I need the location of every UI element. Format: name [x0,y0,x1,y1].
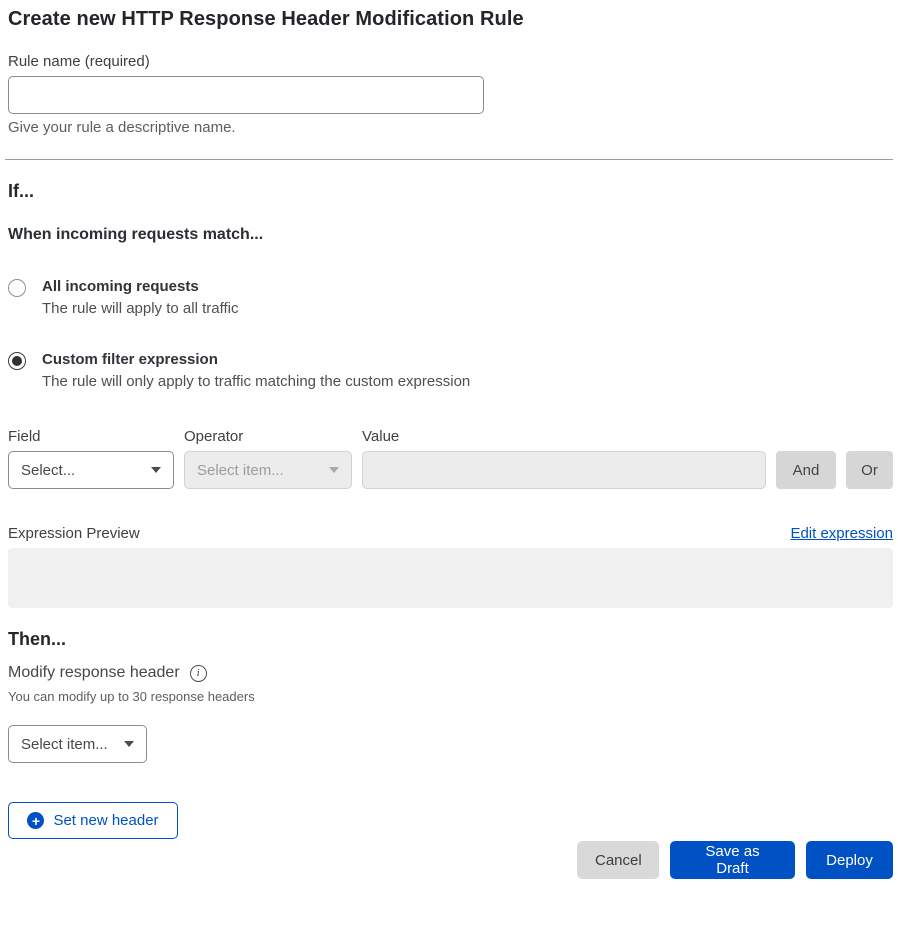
chevron-down-icon [124,741,134,747]
rule-name-help: Give your rule a descriptive name. [8,119,236,136]
value-input[interactable] [362,451,766,489]
edit-expression-link[interactable]: Edit expression [790,525,893,542]
expression-builder [8,428,893,489]
radio-option-custom-filter-expression[interactable] [8,351,893,390]
or-button[interactable]: Or [846,451,893,489]
then-heading: Then... [8,629,66,649]
page-title: Create new HTTP Response Header Modification Rule [8,8,524,30]
rule-name-label: Rule name (required) [8,53,150,70]
info-icon[interactable]: i [190,665,207,682]
chevron-down-icon [151,467,161,473]
field-select[interactable] [8,451,174,489]
set-new-header-button[interactable] [8,802,178,839]
expression-preview-label: Expression Preview [8,525,140,542]
operator-label: Operator [184,428,244,445]
if-heading: If... [8,181,34,201]
radio-button-all-incoming[interactable] [8,279,26,297]
set-new-header-label: Set new header [53,812,159,829]
field-select-value: Select... [21,461,76,479]
response-header-action-select[interactable] [8,725,147,763]
and-button[interactable]: And [776,451,836,489]
expression-preview-box [8,548,893,608]
chevron-down-icon [329,467,339,473]
radio-label-custom-filter: Custom filter expression [42,351,218,368]
rule-name-input[interactable] [8,76,484,114]
value-label: Value [362,428,400,445]
plus-icon: + [27,812,44,829]
response-header-action-value: Select item... [21,735,108,753]
operator-select-value: Select item... [197,461,284,479]
modify-header-help: You can modify up to 30 response headers [8,689,255,704]
field-label: Field [8,428,41,445]
section-divider [5,159,893,160]
match-subheading: When incoming requests match... [8,226,264,243]
save-as-draft-button[interactable]: Save as Draft [670,841,795,879]
radio-option-all-incoming-requests[interactable] [8,278,893,317]
radio-label-all-incoming: All incoming requests [42,278,199,295]
radio-desc-custom-filter: The rule will only apply to traffic matching the custom expression [42,373,471,390]
radio-desc-all-incoming: The rule will apply to all traffic [42,300,239,317]
modify-response-header-label: Modify response header [8,664,180,681]
radio-button-custom-filter[interactable] [8,352,26,370]
cancel-button[interactable]: Cancel [577,841,659,879]
footer-actions [8,841,893,879]
operator-select[interactable] [184,451,352,489]
deploy-button[interactable]: Deploy [806,841,893,879]
